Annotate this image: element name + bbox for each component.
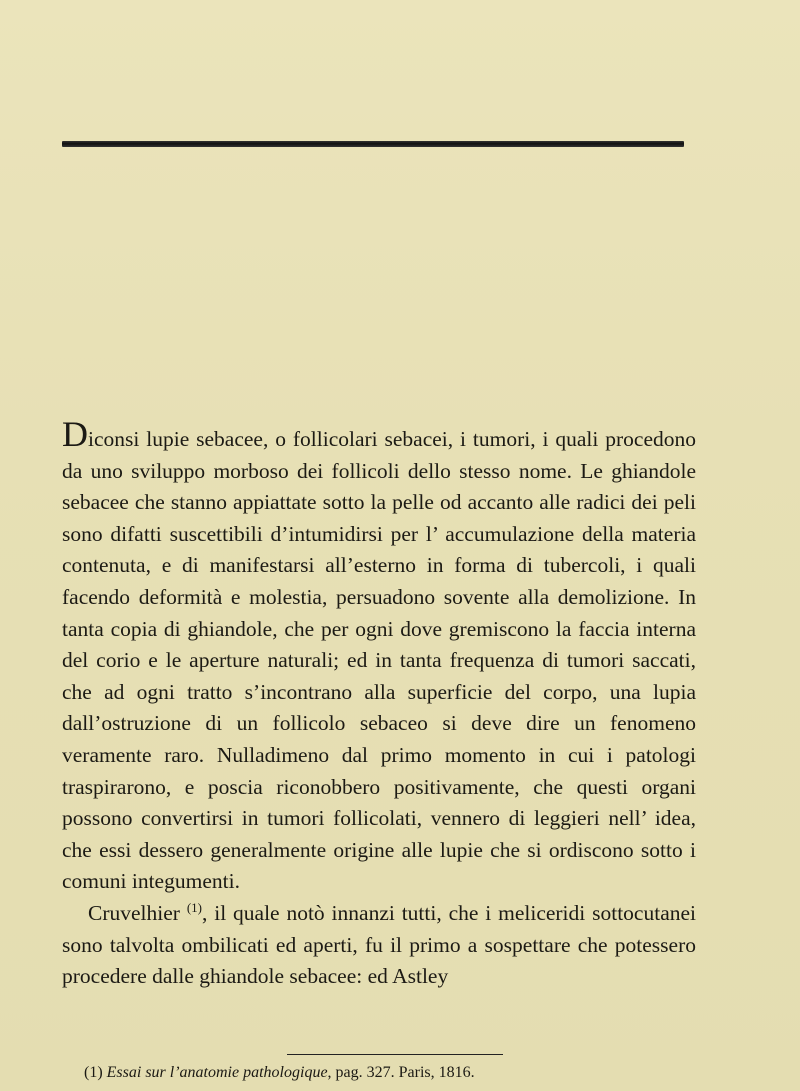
footnote-reference: (1) <box>186 899 202 915</box>
paragraph-2 <box>62 898 696 993</box>
footnote-rule <box>287 1054 503 1055</box>
paragraph-1 <box>62 414 696 898</box>
footnote <box>84 1062 724 1084</box>
paragraph-2-text: , il quale notò innanzi tutti, che i meliceridi sottocutanei sono talvolta ombilicati ed aperti, fu il primo a sospettare che potessero procedere dalle ghiandole sebacee: ed Astley <box>62 900 697 989</box>
header-rule <box>62 141 684 147</box>
footnote-marker: (1) <box>84 1064 103 1081</box>
body-text <box>62 414 697 993</box>
drop-cap: D <box>62 414 88 454</box>
paragraph-2-start: Cruvelhier <box>88 900 180 925</box>
footnote-text: , pag. 327. Paris, 1816. <box>327 1064 475 1081</box>
paragraph-1-text: iconsi lupie sebacee, o follicolari sebacei, i tumori, i quali procedono da uno sviluppo morboso dei follicoli dello stesso nome. Le ghiandole sebacee che stanno appiattate sotto la pelle od accanto alle radici dei peli sono difatti suscettibili d’intumidirsi per l’ accumulazione della materia contenuta, e di manifestarsi all’esterno in forma di tubercoli, i quali facendo deformità e molestia, persuadono sovente alla demolizione. In tanta copia di ghiandole, che per ogni dove gremiscono la faccia interna del corio e le aperture naturali; ed in tanta frequenza di tumori saccati, che ad ogni tratto s’incontrano alla superficie del corpo, una lupia dall’ostruzione di un follicolo sebaceo si deve dire un fenomeno veramente raro. Nulladimeno dal primo momento in cui i patologi traspirarono, e poscia riconobbero positivamente, che questi organi possono convertirsi in tumori follicolati, vennero di leggieri nell’ idea, che essi dessero generalmente origine alle lupie che si ordiscono sotto i comuni integumenti. <box>62 427 696 894</box>
footnote-title: Essai sur l’anatomie pathologique <box>106 1064 328 1081</box>
